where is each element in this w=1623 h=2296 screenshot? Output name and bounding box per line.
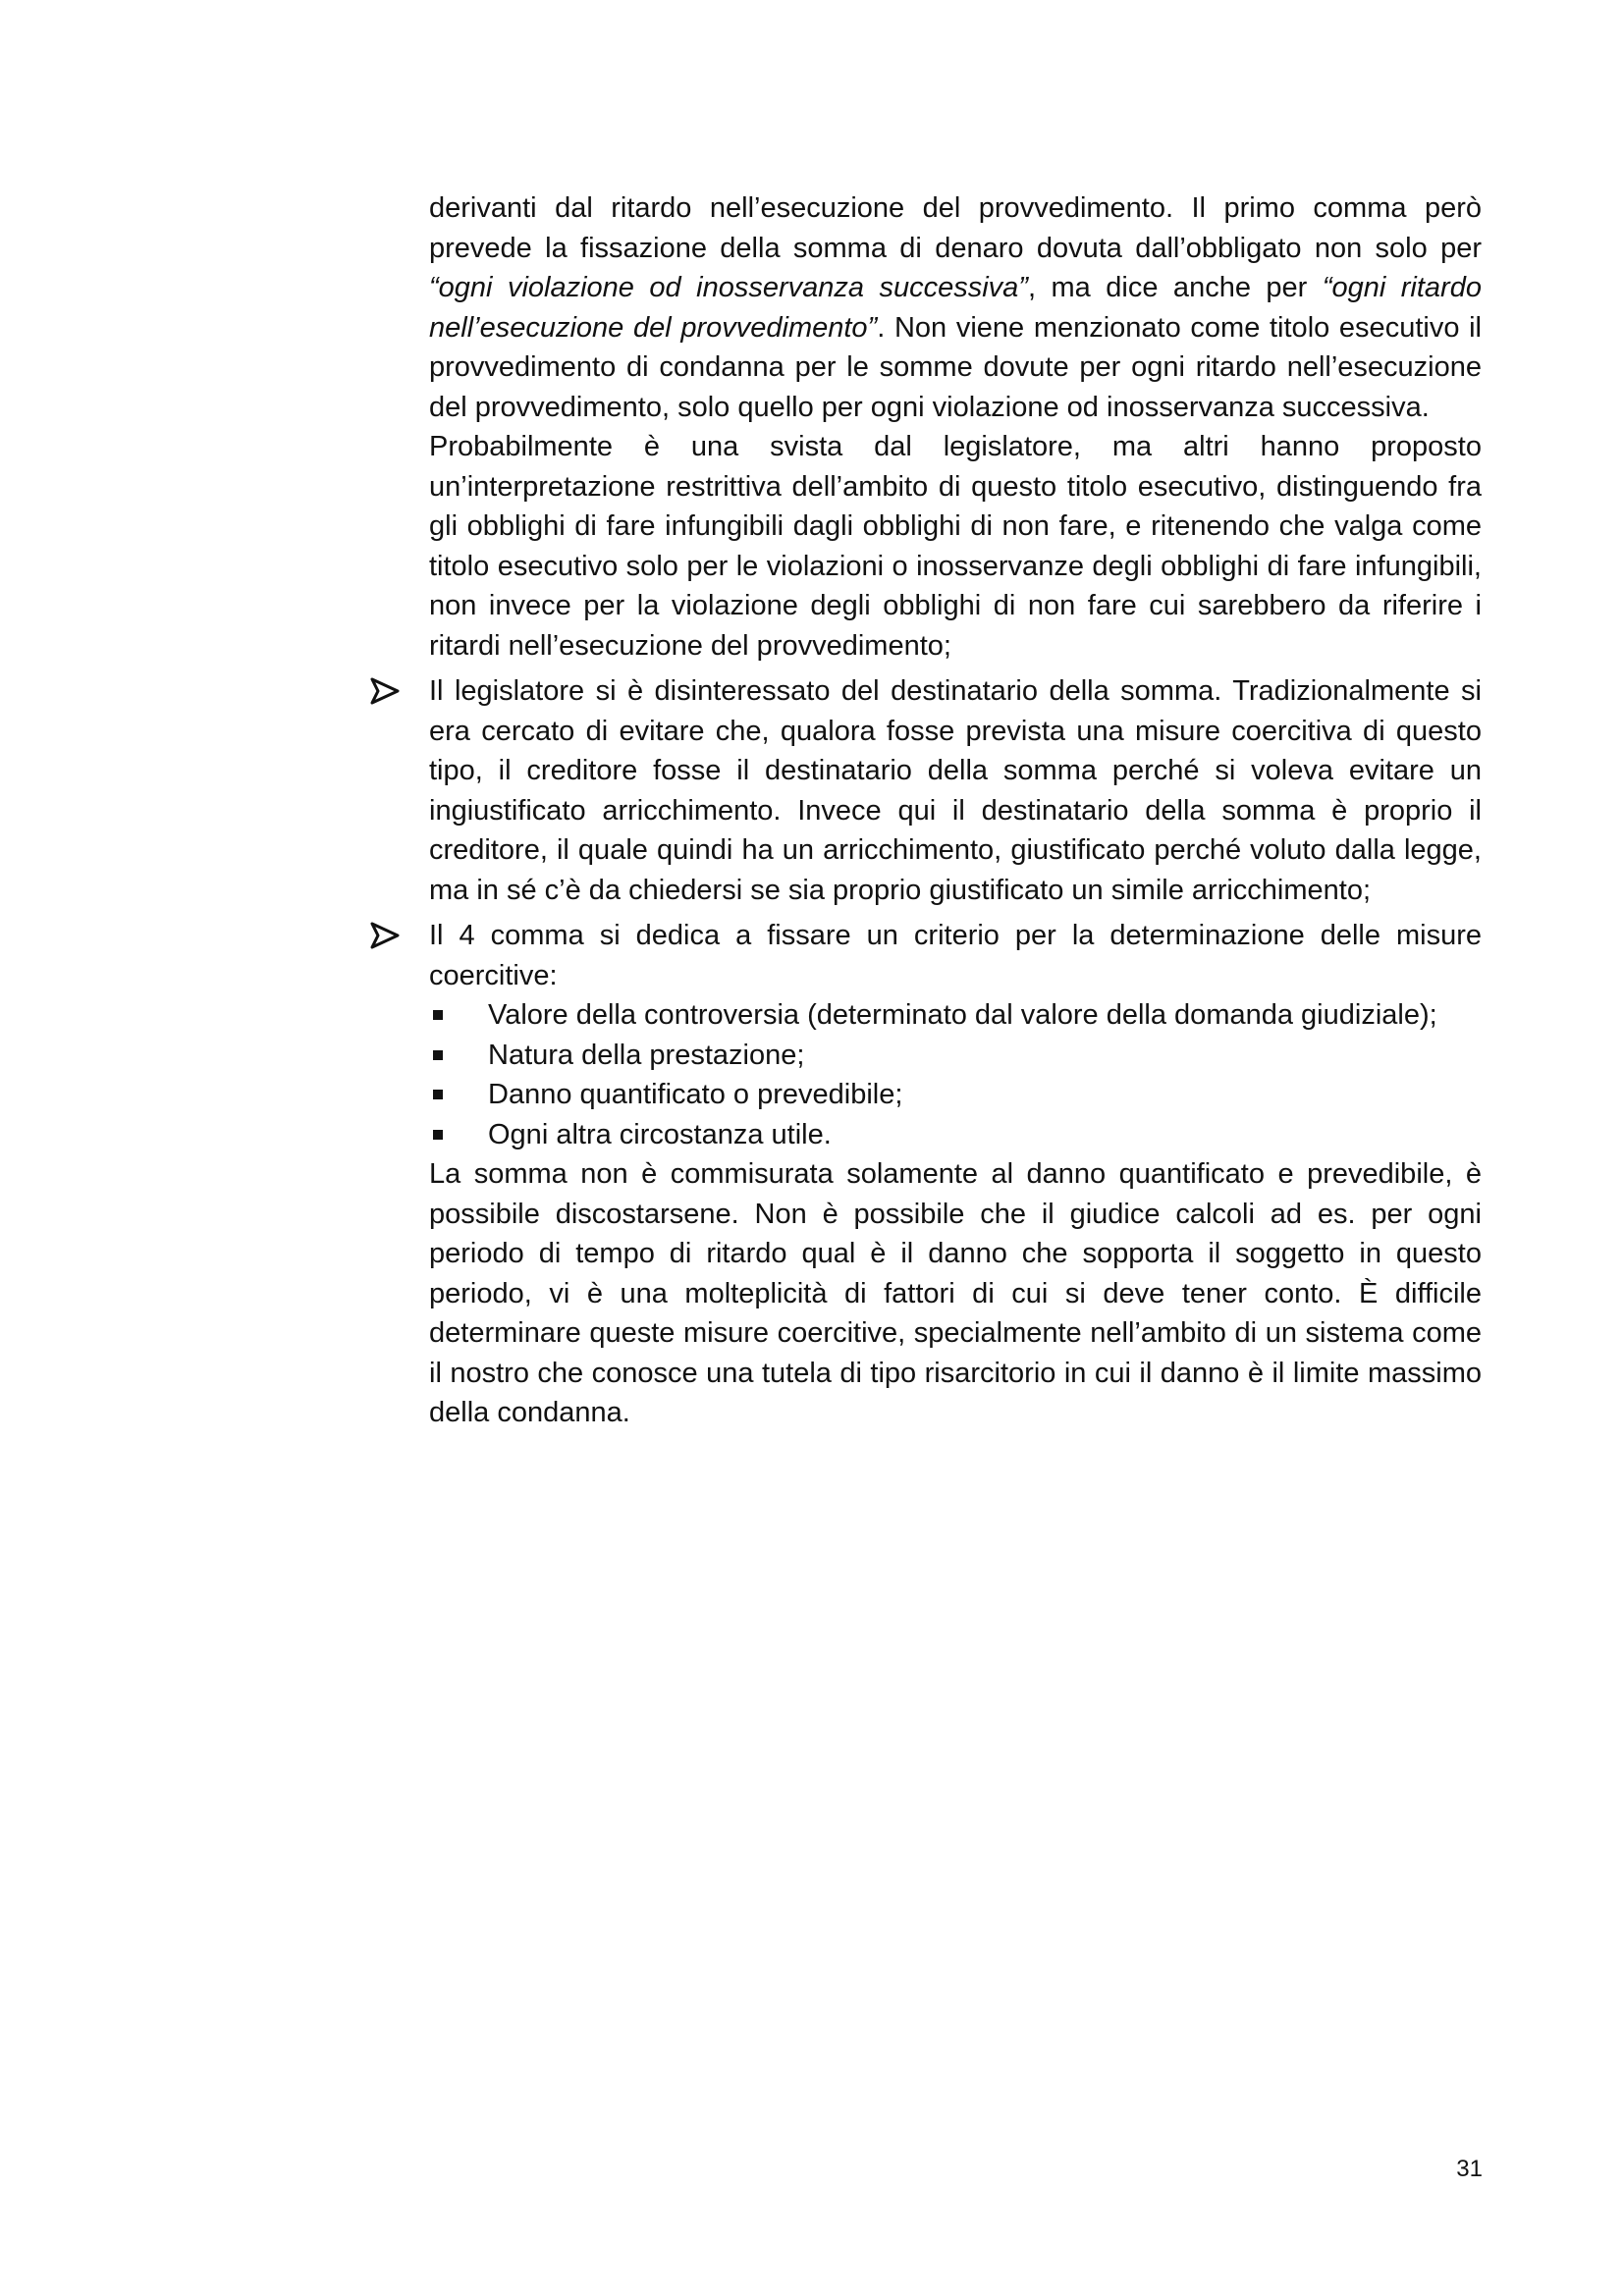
list-item	[488, 1075, 1482, 1115]
square-bullet-icon	[433, 1090, 443, 1099]
bullet-item-comma	[429, 916, 1482, 1433]
list-item	[488, 1115, 1482, 1155]
second-paragraph: Probabilmente è una svista dal legislatore, ma altri hanno proposto un’interpretazione restrittiva dell’ambito di questo titolo esecutivo, distinguendo fra gli obblighi di fare infungibili dagli obblighi di non fare, e ritenendo che valga come titolo esecutivo solo per le violazioni o inosservanze degli obblighi di fare infungibili, non invece per la violazione degli obblighi di non fare cui sarebbero da riferire i ritardi nell’esecuzione del provvedimento;	[429, 431, 1482, 662]
intro-paragraph	[429, 188, 1482, 427]
list-item	[488, 1036, 1482, 1076]
page-body	[429, 188, 1482, 1433]
arrowhead-bullet-icon	[366, 916, 406, 955]
intro-quote-1: “ogni violazione od inosservanza successiva”	[429, 272, 1028, 303]
bullet-item-text: Il 4 comma si dedica a fissare un criterio per la determinazione delle misure coercitive:	[429, 920, 1482, 991]
list-item-text: Valore della controversia (determinato dal valore della domanda giudiziale);	[488, 999, 1437, 1031]
bullet-item-text: Il legislatore si è disinteressato del destinatario della somma. Tradizionalmente si era cercato di evitare che, qualora fosse prevista una misure coercitiva di questo tipo, il creditore fosse il destinatario della somma perché si voleva evitare un ingiustificato arricchimento. Invece qui il destinatario della somma è proprio il creditore, il quale quindi ha un arricchimento, giustificato perché voluto dalla legge, ma in sé c’è da chiedersi se sia proprio giustificato un simile arricchimento;	[429, 675, 1482, 906]
closing-paragraph: La somma non è commisurata solamente al danno quantificato e prevedibile, è possibile discostarsene. Non è possibile che il giudice calcoli ad es. per ogni periodo di tempo di ritardo qual è il danno che sopporta il soggetto in questo periodo, vi è una molteplicità di fattori di cui si deve tener conto. È difficile determinare queste misure coercitive, specialmente nell’ambito di un sistema come il nostro che conosce una tutela di tipo risarcitorio in cui il danno è il limite massimo della condanna.	[429, 1158, 1482, 1428]
list-item-text: Natura della prestazione;	[488, 1039, 805, 1071]
intro-quote-2: “ogni ritardo nell’esecuzione del provvedimento”	[429, 272, 1482, 344]
arrowhead-bullet-icon	[366, 671, 406, 711]
page-number: 31	[1456, 2156, 1483, 2182]
bullet-item-legislatore	[429, 671, 1482, 910]
intro-text-3: . Non viene menzionato come titolo esecutivo il provvedimento di condanna per le somme dovute per ogni ritardo nell’esecuzione del provvedimento, solo quello per ogni violazione od inosservanza successiva.	[429, 311, 1483, 423]
intro-text-1: derivanti dal ritardo nell’esecuzione del provvedimento. Il primo comma però prevede la fissazione della somma di denaro dovuta dall’obbligato non solo per	[429, 192, 1482, 264]
list-item-text: Danno quantificato o prevedibile;	[488, 1079, 903, 1110]
list-item	[488, 995, 1482, 1036]
square-bullet-icon	[433, 1130, 443, 1140]
square-bullet-icon	[433, 1010, 443, 1020]
criteria-list	[429, 995, 1482, 1154]
list-item-text: Ogni altra circostanza utile.	[488, 1118, 832, 1150]
square-bullet-icon	[433, 1050, 443, 1060]
intro-text-2: , ma dice anche per	[1027, 272, 1323, 303]
